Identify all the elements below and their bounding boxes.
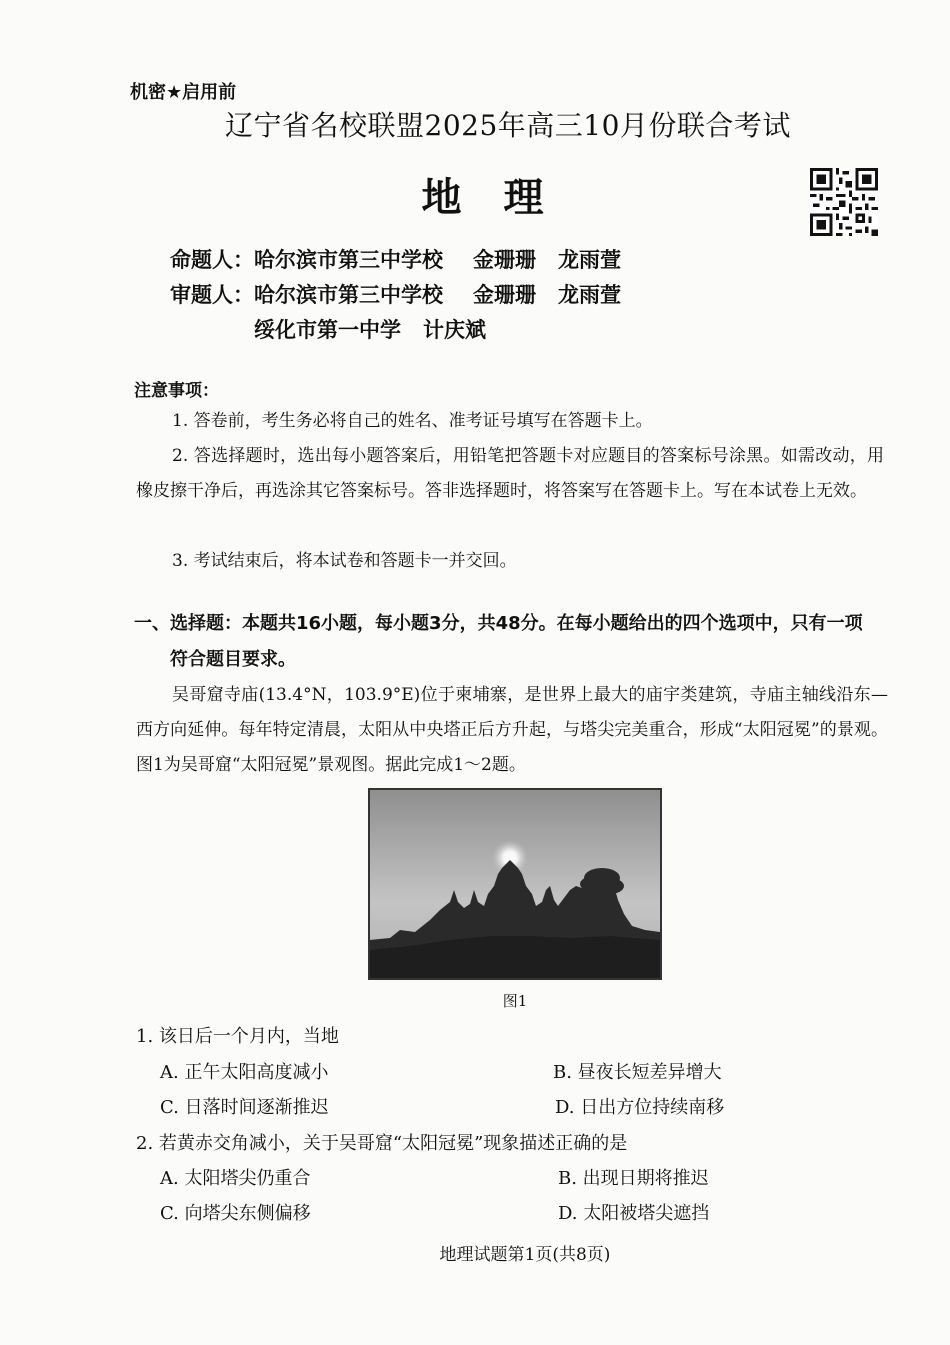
notice-item-3: 3. 考试结束后，将本试卷和答题卡一并交回。 xyxy=(172,551,517,571)
question-2-stem: 2. 若黄赤交角减小，关于吴哥窟“太阳冠冕”现象描述正确的是 xyxy=(136,1133,628,1154)
q2-option-b: B. 出现日期将推迟 xyxy=(558,1168,709,1189)
author-school: 哈尔滨市第三中学校 xyxy=(254,248,443,272)
reviewer-school: 哈尔滨市第三中学校 xyxy=(254,283,443,307)
figure-caption: 图1 xyxy=(502,992,528,1010)
q2-option-a: A. 太阳塔尖仍重合 xyxy=(160,1168,311,1189)
author-line xyxy=(170,244,621,274)
confidential-label: 机密★启用前 xyxy=(130,82,237,103)
author-name-1: 金珊珊 xyxy=(473,248,536,272)
q2-option-d: D. 太阳被塔尖遮挡 xyxy=(558,1203,710,1224)
angkor-wat-photo xyxy=(368,788,662,980)
q1-option-a: A. 正午太阳高度减小 xyxy=(160,1062,329,1083)
subject-title: 地理 xyxy=(421,175,586,221)
author-name-2: 龙雨萱 xyxy=(558,248,621,272)
section-heading-line-2: 符合题目要求。 xyxy=(170,649,296,670)
author-label: 命题人： xyxy=(170,248,254,272)
page-footer: 地理试题第1页(共8页) xyxy=(439,1245,611,1265)
reviewer-name-3: 计庆斌 xyxy=(423,318,486,342)
section-heading xyxy=(134,606,890,678)
reviewer-line-2 xyxy=(254,314,486,344)
reviewer-school-2: 绥化市第一中学 xyxy=(254,318,401,342)
q2-option-c: C. 向塔尖东侧偏移 xyxy=(160,1203,311,1224)
exam-title: 辽宁省名校联盟2025年高三10月份联合考试 xyxy=(225,109,791,142)
notice-item-2: 2. 答选择题时，选出每小题答案后，用铅笔把答题卡对应题目的答案标号涂黑。如需改动，用橡皮擦干净后，再选涂其它答案标号。答非选择题时，将答案写在答题卡上。写在本试卷上无效。 xyxy=(136,446,884,501)
reviewer-name-1: 金珊珊 xyxy=(473,283,536,307)
q1-option-b: B. 昼夜长短差异增大 xyxy=(553,1062,722,1083)
q1-option-d: D. 日出方位持续南移 xyxy=(555,1097,725,1118)
section-heading-line-1: 一、选择题：本题共16小题，每小题3分，共48分。在每小题给出的四个选项中，只有一项 xyxy=(134,613,863,634)
q1-option-c: C. 日落时间逐渐推迟 xyxy=(160,1097,329,1118)
reviewer-label: 审题人： xyxy=(170,283,254,307)
qr-code-icon xyxy=(810,168,878,236)
question-1-stem: 1. 该日后一个月内，当地 xyxy=(136,1026,339,1047)
notice-heading: 注意事项： xyxy=(134,381,219,401)
reviewer-line xyxy=(170,279,621,309)
notice-item-1: 1. 答卷前，考生务必将自己的姓名、准考证号填写在答题卡上。 xyxy=(172,411,653,431)
passage-text: 吴哥窟寺庙(13.4°N，103.9°E)位于柬埔寨，是世界上最大的庙宇类建筑，寺庙主轴线沿东—西方向延伸。每年特定清晨，太阳从中央塔正后方升起，与塔尖完美重合，形成“太阳冠冕”的景观。图1为吴哥窟“太阳冠冕”景观图。据此完成1～2题。 xyxy=(136,685,888,775)
angkor-wat-silhouette xyxy=(370,790,660,978)
reviewer-name-2: 龙雨萱 xyxy=(558,283,621,307)
